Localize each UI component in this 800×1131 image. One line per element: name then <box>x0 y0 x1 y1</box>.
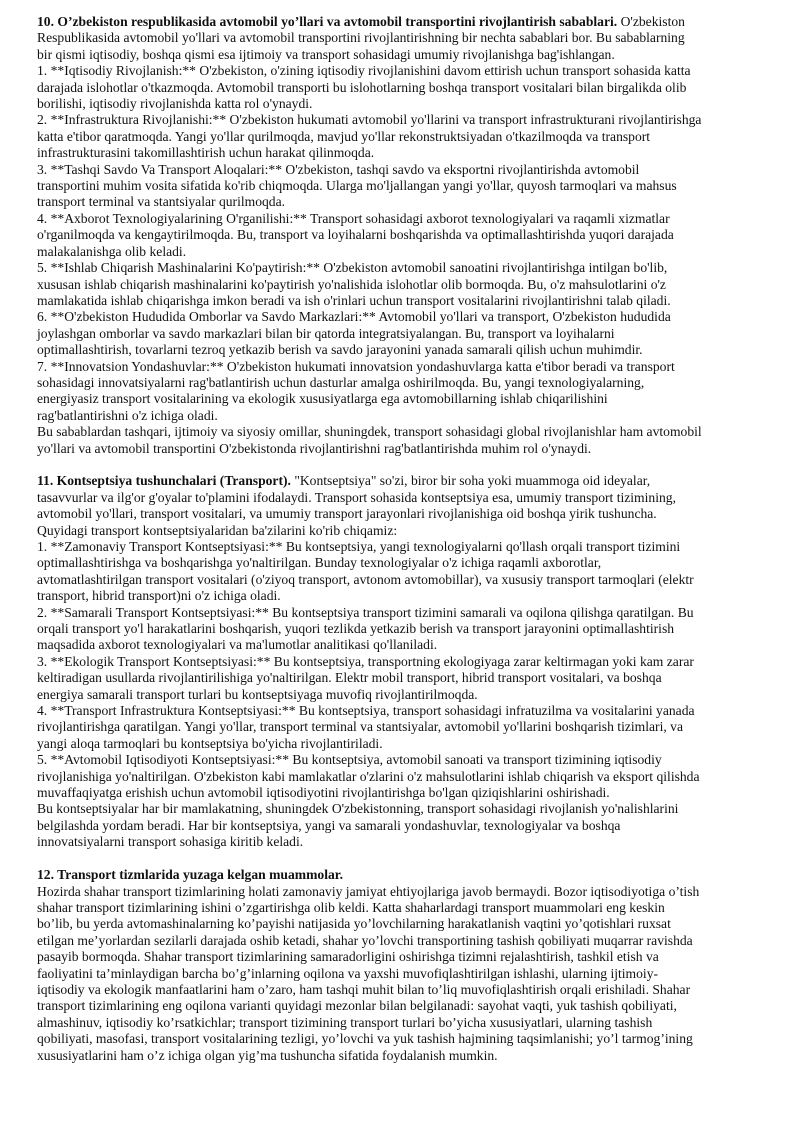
line-text: darajada islohotlar o'tkazmoqda. Avtomobil transporti bu islohotlarning boshqa transport vositalari bilan birgalikda olib <box>37 79 687 95</box>
line-text: borilishi, iqtisodiy rivojlanishda katta rol o'ynaydi. <box>37 96 313 112</box>
text-line <box>37 30 764 46</box>
line-text: xususiyatlarini ham o’z ichiga olgan yig’ma tushuncha sifatida foydalanish mumkin. <box>37 1047 498 1063</box>
line-text: yo'llari va avtomobil transportini O'zbekistonda rivojlantirishni rag'batlantirishda muhim rol o'ynaydi. <box>37 440 592 456</box>
line-text: yangi aloqa tarmoqlari bu kontseptsiya bo'yicha rivojlantiriladi. <box>37 735 383 751</box>
line-text: 2. **Infrastruktura Rivojlanishi:** O'zbekiston hukumati avtomobil yo'llarini va transport infrastrukturani rivojlantirishga <box>37 112 702 128</box>
line-text: etilgan me’yorlardan sezilarli darajada oshib ketadi, shahar yo’lovchi transportining tashish qobiliyati muqarrar ravishda <box>37 932 693 948</box>
line-text: mamlakatida ishlab chiqarishga imkon beradi va ish o'rinlari uchun transport vositalarini rivojlantirishni talab qiladi. <box>37 292 671 308</box>
line-text: Hozirda shahar transport tizimlarining holati zamonaviy jamiyat ehtiyojlariga javob bermaydi. Bozor iqtisodiyotiga o’tish <box>37 883 700 899</box>
text-line <box>37 670 764 686</box>
text-line <box>37 703 764 719</box>
text-line <box>37 900 764 916</box>
line-text: rag'batlantirishni o'z ichiga oladi. <box>37 407 218 423</box>
text-line <box>37 949 764 965</box>
text-line <box>37 391 764 407</box>
text-line <box>37 687 764 703</box>
text-line <box>37 342 764 358</box>
text-line <box>37 129 764 145</box>
text-line <box>37 834 764 850</box>
text-line <box>37 555 764 571</box>
text-line <box>37 194 764 210</box>
line-text: avtomobil yo'llari, transport vositalari, va umumiy transport jarayonlari rivojlanishiga oid boshqa yirik tushuncha. <box>37 506 657 522</box>
line-text: transport, hibrid transport)ni o'z ichiga oladi. <box>37 588 281 604</box>
text-line <box>37 719 764 735</box>
section-11 <box>37 473 764 850</box>
text-line <box>37 605 764 621</box>
section-heading: 11. Kontseptsiya tushunchalari (Transport). <box>37 473 291 489</box>
text-line <box>37 621 764 637</box>
line-text: maqsadida axborot texnologiyalari va ma'lumotlar analitikasi qo'llaniladi. <box>37 637 438 653</box>
line-text: energiyasiz transport vositalarining va ekologik xususiyatlarga ega avtomobillarning ishlab chiqarilishini <box>37 391 608 407</box>
text-line <box>37 162 764 178</box>
text-line <box>37 506 764 522</box>
line-text: muvaffaqiyatga erishish uchun avtomobil iqtisodiyotini rivojlantirishga bo'lgan qiziqishlarini oshirishadi. <box>37 785 610 801</box>
line-text: belgilashda yordam beradi. Har bir kontseptsiya, yangi va samarali yondashuvlar, texnologiyalar va boshqa <box>37 817 621 833</box>
text-line <box>37 818 764 834</box>
line-text: 4. **Axborot Texnologiyalarining O'rganilishi:** Transport sohasidagi axborot texnologiyalari va raqamli xizmatlar <box>37 210 670 226</box>
text-line <box>37 293 764 309</box>
text-line <box>37 277 764 293</box>
text-line <box>37 998 764 1014</box>
line-text: 1. **Zamonaviy Transport Kontseptsiyasi:** Bu kontseptsiya, yangi texnologiyalarni qo'llash orqali transport tizimini <box>37 538 681 554</box>
text-line <box>37 490 764 506</box>
text-line <box>37 359 764 375</box>
line-text: infrastrukturasini takomillashtirish uchun harakat qilinmoqda. <box>37 145 375 161</box>
line-text: "Kontseptsiya" so'zi, biror bir soha yoki muammoga oid ideyalar, <box>290 473 651 489</box>
line-text: pasayib bormoqda. Shahar transport tizimlarining samaradorligini oshirishga tizimni rejalashtirish, tashkil etish va <box>37 949 659 965</box>
line-text: 7. **Innovatsion Yondashuvlar:** O'zbekiston hukumati innovatsion yondashuvlarga katta e'tibor beradi va transport <box>37 358 675 374</box>
text-line <box>37 1048 764 1064</box>
line-text: iqtisodiy va ekologik manfaatlarini ham o’zaro, ham tashqi muhit bilan to’liq muvofiqlashtirish orqali erishiladi. Shahar <box>37 981 691 997</box>
text-line <box>37 244 764 260</box>
line-text: orqali transport yo'l harakatlarini boshqarish, yuqori tezlikda yetkazib berish va transport jarayonini optimallashtirish <box>37 621 675 637</box>
line-text: katta e'tibor qaratmoqda. Yangi yo'llar qurilmoqda, mavjud yo'llar rekonstruktsiyadan o'tkazilmoqda va transport <box>37 128 651 144</box>
text-line <box>37 260 764 276</box>
line-text: 3. **Ekologik Transport Kontseptsiyasi:** Bu kontseptsiya, transportning ekologiyaga zarar keltirmagan yoki kam zarar <box>37 653 694 669</box>
line-text: innovatsiyalarni transport sohasiga kiritib keladi. <box>37 834 304 850</box>
text-line <box>37 408 764 424</box>
line-text: O'zbekiston <box>617 14 685 29</box>
text-line <box>37 424 764 440</box>
text-line <box>37 96 764 112</box>
line-text: faoliyatini ta’minlaydigan barcha bo’g’inlarning oqilona va yaxshi muvofiqlashtirilgan ishlashi, ularning ijtimoiy- <box>37 965 659 981</box>
text-line <box>37 227 764 243</box>
text-line <box>37 178 764 194</box>
line-text: bir qismi iqtisodiy, boshqa qismi esa ijtimoiy va transport sohasidagi umumiy rivojlanishga bag'ishlangan. <box>37 46 615 62</box>
line-text: transport terminal va stantsiyalar qurilmoqda. <box>37 194 286 210</box>
line-text: Bu kontseptsiyalar har bir mamlakatning, shuningdek O'zbekistonning, transport sohasidagi rivojlanish yo'nalishlarini <box>37 801 679 817</box>
text-line <box>37 884 764 900</box>
text-line <box>37 982 764 998</box>
text-line <box>37 933 764 949</box>
line-text: transportini muhim vosita sifatida ko'rib chiqmoqda. Ularga mo'ljallangan yangi yo'llar, quyosh tarmoqlari va mahsus <box>37 178 677 194</box>
text-line <box>37 539 764 555</box>
line-text: sohasidagi innovatsiyalarni rag'batlantirish uchun dasturlar amalga oshirilmoqda. Bu, yangi texnologiyalarning, <box>37 374 645 390</box>
text-line <box>37 588 764 604</box>
line-text: rivojlanishiga yo'naltirilgan. O'zbekiston kabi mamlakatlar o'zlarini o'z mahsulotlarini ishlab chiqarish va eksport qilishda <box>37 768 700 784</box>
text-line <box>37 736 764 752</box>
line-text: optimallashtirish, tovarlarni tezroq yetkazib berish va savdo jarayonini yanada samarali qilish uchun muhimdir. <box>37 342 643 358</box>
text-line <box>37 654 764 670</box>
section-10 <box>37 14 764 457</box>
line-text: Respublikasida avtomobil yo'llari va avtomobil transportini rivojlantirishning bir nechta sabablari bor. Bu sabablarning <box>37 30 685 46</box>
line-text: 5. **Avtomobil Iqtisodiyoti Kontseptsiyasi:** Bu kontseptsiya, avtomobil sanoati va transport tizimining iqtisodiy <box>37 752 662 768</box>
line-text: keltiradigan usullarda rivojlantirilishiga yo'naltirilgan. Elektr mobil transport, hibrid transport vositalari, va boshqa <box>37 670 662 686</box>
text-line <box>37 63 764 79</box>
line-text: qobiliyati, masofasi, transport vositalarining tezligi, yo’lovchi va yuk tashish hajmining taqsimlanishi; yo’l tarmog’ining <box>37 1031 693 1047</box>
line-text: Quyidagi transport kontseptsiyalaridan ba'zilarini ko'rib chiqamiz: <box>37 522 398 538</box>
text-line <box>37 572 764 588</box>
text-line <box>37 441 764 457</box>
text-line <box>37 523 764 539</box>
line-text: 4. **Transport Infrastruktura Kontseptsiyasi:** Bu kontseptsiya, transport sohasidagi infratuzilma va vositalarini yanada <box>37 703 695 719</box>
text-line <box>37 326 764 342</box>
text-line <box>37 309 764 325</box>
text-line <box>37 769 764 785</box>
line-text: optimallashtirishga va boshqarishga yo'naltirilgan. Bunday texnologiyalar o'z ichiga raqamli axborotlar, <box>37 555 602 571</box>
text-line <box>37 112 764 128</box>
text-line <box>37 80 764 96</box>
text-line <box>37 211 764 227</box>
line-text: 6. **O'zbekiston Hududida Omborlar va Savdo Markazlari:** Avtomobil yo'llari va transport, O'zbekiston hududida <box>37 309 671 325</box>
line-text: bo’lib, bu yerda avtomashinalarning ko’payishi natijasida yo’lovchilarning harakatlanish vaqtini yo’qotishlari ruxsat <box>37 916 671 932</box>
line-text: o'rganilmoqda va kengaytirilmoqda. Bu, transport va loyihalarni boshqarishda va optimallashtirishda yuqori darajada <box>37 227 674 243</box>
text-line <box>37 1015 764 1031</box>
line-text: energiya samarali transport turlari bu kontseptsiyaga muvofiq rivojlantirilmoqda. <box>37 686 478 702</box>
line-text: joylashgan omborlar va savdo markazlari bilan bir qatorda integratsiyalangan. Bu, transport va loyihalarni <box>37 325 615 341</box>
line-text: malakalanishga olib keladi. <box>37 243 187 259</box>
line-text: 5. **Ishlab Chiqarish Mashinalarini Ko'paytirish:** O'zbekiston avtomobil sanoatini rivojlantirishga intilgan bo'lib, <box>37 260 668 276</box>
line-text: rivojlantirishga qaratilgan. Yangi yo'llar, transport terminal va stantsiyalar, avtomobil yo'llarini boshqarish tizimlari, va <box>37 719 683 735</box>
section-heading: 12. Transport tizmlarida yuzaga kelgan muammolar. <box>37 867 343 883</box>
section-12 <box>37 867 764 1064</box>
line-text: 2. **Samarali Transport Kontseptsiyasi:** Bu kontseptsiya transport tizimini samarali va oqilona qilishga qaratilgan. Bu <box>37 604 694 620</box>
line-text: avtomatlashtirilgan transport vositalari (o'ziyoq transport, avtonom avtomobillar), va xususiy transport tarmoqlari (elektr <box>37 571 694 587</box>
line-text: Bu sabablardan tashqari, ijtimoiy va siyosiy omillar, shuningdek, transport sohasidagi global rivojlanishlar ham avtomobil <box>37 424 702 440</box>
line-text: 3. **Tashqi Savdo Va Transport Aloqalari:** O'zbekiston, tashqi savdo va eksportni rivojlantirishda avtomobil <box>37 161 640 177</box>
line-text: tasavvurlar va ilg'or g'oyalar to'plamini ifodalaydi. Transport sohasida kontseptsiya esa, umumiy transport tizimining, <box>37 489 676 505</box>
text-line <box>37 801 764 817</box>
section-heading: 10. O’zbekiston respublikasida avtomobil yo’llari va avtomobil transportini rivojlantirish sabablari. <box>37 14 618 29</box>
text-line <box>37 47 764 63</box>
line-text: almashinuv, iqtisodiy ko’rsatkichlar; transport tizimining transport turlari bo’yicha xususiyatlari, ularning tashish <box>37 1014 653 1030</box>
text-line <box>37 145 764 161</box>
section-heading-line <box>37 867 764 883</box>
text-line <box>37 752 764 768</box>
section-heading-line <box>37 14 764 30</box>
line-text: 1. **Iqtisodiy Rivojlanish:** O'zbekiston, o'zining iqtisodiy rivojlanishini davom ettirish uchun transport sohasida katta <box>37 63 691 79</box>
section-heading-line <box>37 473 764 489</box>
text-line <box>37 785 764 801</box>
text-line <box>37 916 764 932</box>
text-line <box>37 966 764 982</box>
text-line <box>37 1031 764 1047</box>
text-line <box>37 637 764 653</box>
line-text: xususan ishlab chiqarish mashinalarini ko'paytirish yo'nalishida islohotlar olib bormoqda. Bu, o'z mahsulotlarini o'z <box>37 276 666 292</box>
line-text: shahar transport tizimlarining ishini o’zgartirishga olib keldi. Katta shaharlardagi transport muammolari eng keskin <box>37 899 665 915</box>
text-line <box>37 375 764 391</box>
line-text: transport tizimlarining eng oqilona varianti quyidagi mezonlar bilan belgilanadi: sayohat vaqti, yuk tashish qobiliyati, <box>37 998 677 1014</box>
